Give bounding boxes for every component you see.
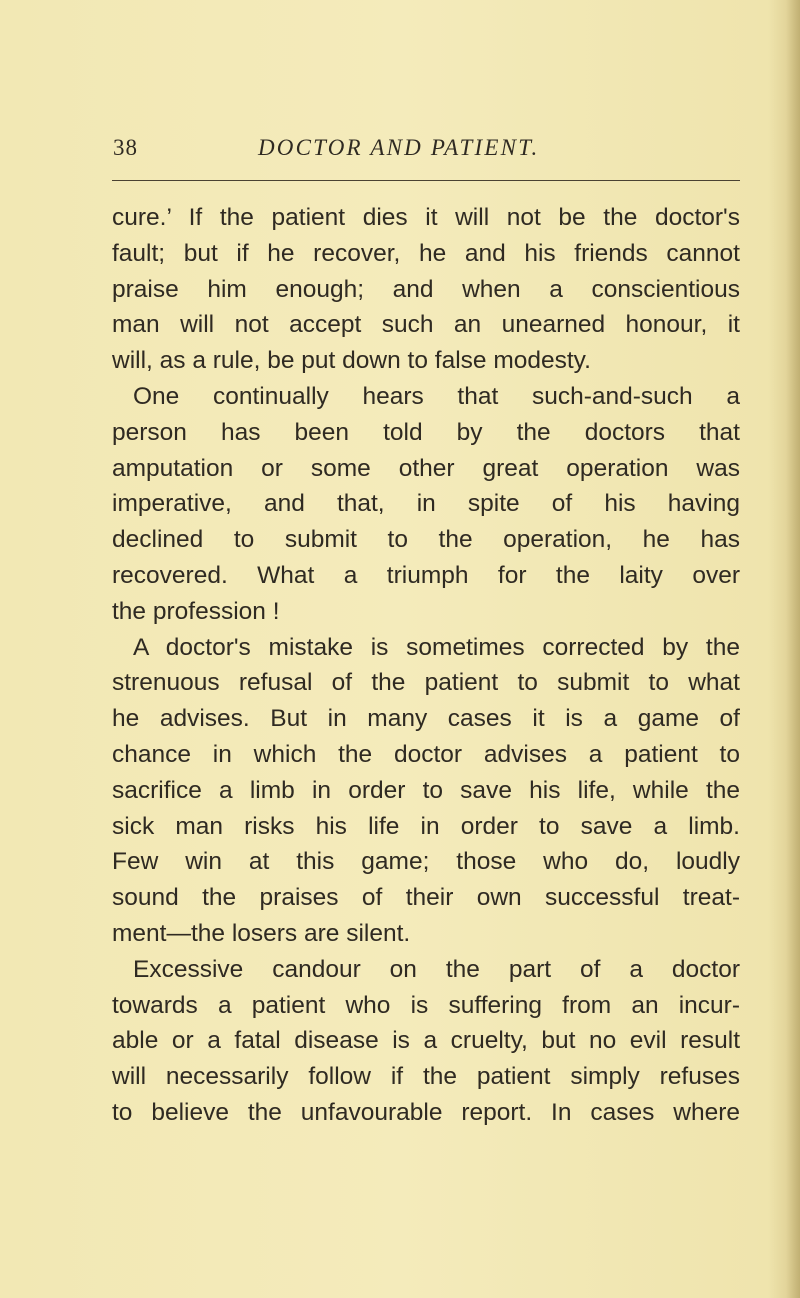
header-rule: [112, 180, 740, 181]
running-head: DOCTOR AND PATIENT.: [258, 135, 540, 160]
text-line: fault; but if he recover, he and his friends cannot: [112, 239, 740, 267]
text-line: able or a fatal disease is a cruelty, but no evil result: [112, 1027, 740, 1055]
text-line: sound the praises of their own successful treat-: [112, 884, 740, 912]
text-line: sick man risks his life in order to save a limb.: [112, 812, 740, 840]
text-line: the profession !: [112, 597, 280, 625]
page-number: 38: [113, 135, 138, 160]
text-line: imperative, and that, in spite of his having: [112, 490, 740, 518]
text-line: will necessarily follow if the patient simply refuses: [112, 1063, 740, 1091]
text-line: recovered. What a triumph for the laity over: [112, 561, 740, 589]
text-line: to believe the unfavourable report. In cases where: [112, 1098, 740, 1126]
page-header: [0, 135, 800, 171]
page-edge-shadow: [786, 0, 800, 1298]
text-line: praise him enough; and when a conscientious: [112, 275, 740, 303]
text-line: Excessive candour on the part of a doctor: [133, 955, 740, 983]
text-line: chance in which the doctor advises a patient to: [112, 740, 740, 768]
text-line: amputation or some other great operation was: [112, 454, 740, 482]
text-line: he advises. But in many cases it is a game of: [112, 705, 740, 733]
text-line: ment—the losers are silent.: [112, 919, 411, 947]
text-line: man will not accept such an unearned honour, it: [112, 311, 740, 339]
text-line: person has been told by the doctors that: [112, 418, 740, 446]
text-line: A doctor's mistake is sometimes corrected by the: [133, 633, 740, 661]
text-line: declined to submit to the operation, he has: [112, 526, 740, 554]
text-line: Few win at this game; those who do, loudly: [112, 848, 740, 876]
text-line: sacrifice a limb in order to save his life, while the: [112, 776, 740, 804]
body-text: [112, 200, 740, 1131]
text-line: One continually hears that such-and-such a: [133, 382, 740, 410]
text-line: towards a patient who is suffering from an incur-: [112, 991, 740, 1019]
text-line: cure.’ If the patient dies it will not be the doctor's: [112, 204, 740, 231]
text-line: strenuous refusal of the patient to submit to what: [112, 669, 740, 697]
text-line: will, as a rule, be put down to false modesty.: [112, 347, 591, 375]
